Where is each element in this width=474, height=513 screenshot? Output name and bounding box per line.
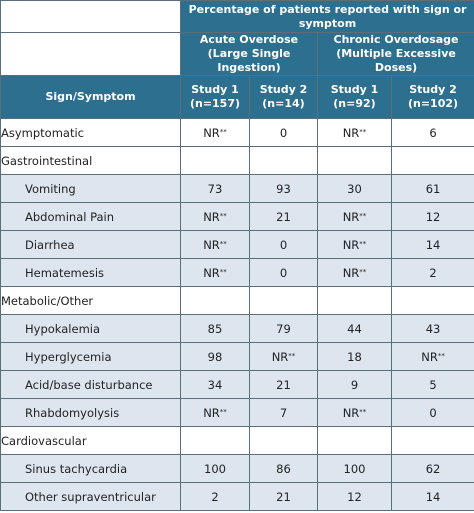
- table-row: [1, 231, 474, 259]
- study-n: (n=92): [333, 97, 376, 110]
- row-label: Hyperglycemia: [1, 343, 181, 371]
- nr-footnote-marker: **: [219, 211, 227, 220]
- value-cell: [250, 343, 318, 371]
- cell-value: 0: [279, 125, 288, 140]
- cell-value: 2: [429, 265, 437, 280]
- cell-value: 100: [343, 461, 366, 476]
- cell-value: NR: [203, 209, 220, 224]
- chronic-subtitle: (Multiple Excessive Doses): [336, 47, 456, 74]
- section-row: [1, 287, 474, 315]
- value-cell: [392, 119, 474, 147]
- cell-value: 0: [279, 237, 288, 252]
- acute-subtitle: (Large Single Ingestion): [207, 47, 291, 74]
- value-cell: [392, 175, 474, 203]
- table-row: [1, 455, 474, 483]
- header-blank-top: [1, 1, 181, 33]
- empty-cell: [250, 427, 318, 455]
- row-label: Hematemesis: [1, 259, 181, 287]
- table-row: [1, 399, 474, 427]
- value-cell: [250, 315, 318, 343]
- row-label: Vomiting: [1, 175, 181, 203]
- nr-footnote-marker: **: [288, 351, 296, 360]
- cell-value: 86: [276, 461, 291, 476]
- study-n: (n=102): [407, 97, 459, 110]
- section-label: Cardiovascular: [1, 427, 181, 455]
- cell-value: 34: [207, 377, 223, 392]
- section-label: Gastrointestinal: [1, 147, 181, 175]
- value-cell: [318, 399, 392, 427]
- cell-value: 21: [276, 489, 291, 504]
- empty-cell: [318, 427, 392, 455]
- header-chronic-study2: [392, 76, 474, 119]
- value-cell: [318, 231, 392, 259]
- section-label: Metabolic/Other: [1, 287, 181, 315]
- value-cell: [250, 259, 318, 287]
- nr-footnote-marker: **: [359, 127, 367, 136]
- empty-cell: [392, 147, 474, 175]
- acute-title: Acute Overdose: [199, 33, 299, 46]
- value-cell: [318, 483, 392, 511]
- value-cell: [392, 231, 474, 259]
- study-label: Study 1: [330, 83, 379, 96]
- value-cell: [181, 343, 250, 371]
- value-cell: [392, 455, 474, 483]
- row-label: Acid/base disturbance: [1, 371, 181, 399]
- cell-value: 12: [425, 209, 441, 224]
- cell-value: 7: [279, 405, 288, 420]
- table-row: [1, 175, 474, 203]
- cell-value: NR: [342, 237, 360, 252]
- table-body: [1, 119, 474, 511]
- value-cell: [318, 203, 392, 231]
- cell-value: NR: [203, 405, 220, 420]
- cell-value: NR: [421, 349, 438, 364]
- cell-value: 30: [347, 181, 362, 196]
- nr-footnote-marker: **: [219, 127, 227, 136]
- value-cell: [181, 399, 250, 427]
- value-cell: [250, 371, 318, 399]
- cell-value: 100: [204, 461, 226, 476]
- cell-value: 21: [276, 377, 291, 392]
- header-sign-symptom: Sign/Symptom: [1, 76, 181, 119]
- row-label: Asymptomatic: [1, 119, 181, 147]
- value-cell: [318, 119, 392, 147]
- value-cell: [318, 343, 392, 371]
- cell-value: 61: [425, 181, 441, 196]
- empty-cell: [181, 287, 250, 315]
- empty-cell: [250, 147, 318, 175]
- cell-value: 12: [347, 489, 362, 504]
- value-cell: [318, 455, 392, 483]
- header-blank-mid: [1, 33, 181, 76]
- value-cell: [181, 455, 250, 483]
- cell-value: 0: [279, 265, 288, 280]
- value-cell: [250, 119, 318, 147]
- cell-value: 18: [347, 349, 362, 364]
- value-cell: [181, 175, 250, 203]
- value-cell: [392, 483, 474, 511]
- row-label: Hypokalemia: [1, 315, 181, 343]
- cell-value: 0: [429, 405, 437, 420]
- value-cell: [181, 371, 250, 399]
- value-cell: [181, 259, 250, 287]
- table-row: [1, 315, 474, 343]
- value-cell: [392, 315, 474, 343]
- cell-value: 85: [207, 321, 223, 336]
- empty-cell: [181, 427, 250, 455]
- row-label: Diarrhea: [1, 231, 181, 259]
- nr-footnote-marker: **: [219, 407, 227, 416]
- section-row: [1, 147, 474, 175]
- cell-value: NR: [271, 349, 289, 364]
- cell-value: NR: [342, 405, 360, 420]
- study-n: (n=157): [189, 97, 241, 110]
- cell-value: 79: [276, 321, 291, 336]
- value-cell: [181, 315, 250, 343]
- empty-cell: [392, 287, 474, 315]
- empty-cell: [250, 287, 318, 315]
- row-label: Other supraventricular: [1, 483, 181, 511]
- value-cell: [181, 203, 250, 231]
- value-cell: [250, 483, 318, 511]
- nr-footnote-marker: **: [359, 267, 367, 276]
- value-cell: [318, 259, 392, 287]
- header-chronic-study1: [318, 76, 392, 119]
- empty-cell: [318, 147, 392, 175]
- value-cell: [181, 483, 250, 511]
- header-acute-study2: [250, 76, 318, 119]
- cell-value: 44: [347, 321, 362, 336]
- value-cell: [392, 343, 474, 371]
- header-percentage: Percentage of patients reported with sign or symptom: [181, 1, 474, 33]
- row-label: Sinus tachycardia: [1, 455, 181, 483]
- nr-footnote-marker: **: [359, 239, 367, 248]
- nr-footnote-marker: **: [359, 211, 367, 220]
- study-n: (n=14): [262, 97, 305, 110]
- value-cell: [392, 399, 474, 427]
- nr-footnote-marker: **: [359, 407, 367, 416]
- cell-value: 98: [207, 349, 223, 364]
- empty-cell: [318, 287, 392, 315]
- table-row: [1, 343, 474, 371]
- cell-value: 43: [425, 321, 441, 336]
- cell-value: 2: [211, 489, 219, 504]
- value-cell: [318, 175, 392, 203]
- table-row: [1, 483, 474, 511]
- nr-footnote-marker: **: [437, 351, 445, 360]
- row-label: Abdominal Pain: [1, 203, 181, 231]
- value-cell: [392, 371, 474, 399]
- header-acute-overdose: [181, 33, 318, 76]
- cell-value: NR: [203, 125, 220, 140]
- cell-value: 73: [207, 181, 223, 196]
- value-cell: [318, 315, 392, 343]
- cell-value: NR: [203, 265, 220, 280]
- row-label: Rhabdomyolysis: [1, 399, 181, 427]
- cell-value: NR: [342, 209, 360, 224]
- study-label: Study 1: [191, 83, 239, 96]
- header-chronic-overdosage: [318, 33, 474, 76]
- value-cell: [250, 399, 318, 427]
- nr-footnote-marker: **: [219, 267, 227, 276]
- table-row: [1, 203, 474, 231]
- value-cell: [250, 231, 318, 259]
- cell-value: 6: [429, 125, 437, 140]
- value-cell: [181, 119, 250, 147]
- nr-footnote-marker: **: [219, 239, 227, 248]
- value-cell: [250, 203, 318, 231]
- cell-value: 14: [425, 237, 441, 252]
- table-row: [1, 119, 474, 147]
- cell-value: NR: [203, 237, 220, 252]
- value-cell: [392, 259, 474, 287]
- study-label: Study 2: [259, 83, 308, 96]
- empty-cell: [392, 427, 474, 455]
- table-row: [1, 371, 474, 399]
- cell-value: 21: [276, 209, 291, 224]
- cell-value: 14: [425, 489, 441, 504]
- header-acute-study1: [181, 76, 250, 119]
- cell-value: 5: [429, 377, 437, 392]
- value-cell: [250, 175, 318, 203]
- value-cell: [181, 231, 250, 259]
- value-cell: [392, 203, 474, 231]
- cell-value: NR: [342, 265, 360, 280]
- empty-cell: [181, 147, 250, 175]
- section-row: [1, 427, 474, 455]
- value-cell: [318, 371, 392, 399]
- cell-value: 62: [425, 461, 441, 476]
- table-row: [1, 259, 474, 287]
- value-cell: [250, 455, 318, 483]
- cell-value: 9: [350, 377, 359, 392]
- cell-value: NR: [342, 125, 360, 140]
- cell-value: 93: [276, 181, 291, 196]
- study-label: Study 2: [409, 83, 457, 96]
- chronic-title: Chronic Overdosage: [333, 33, 459, 46]
